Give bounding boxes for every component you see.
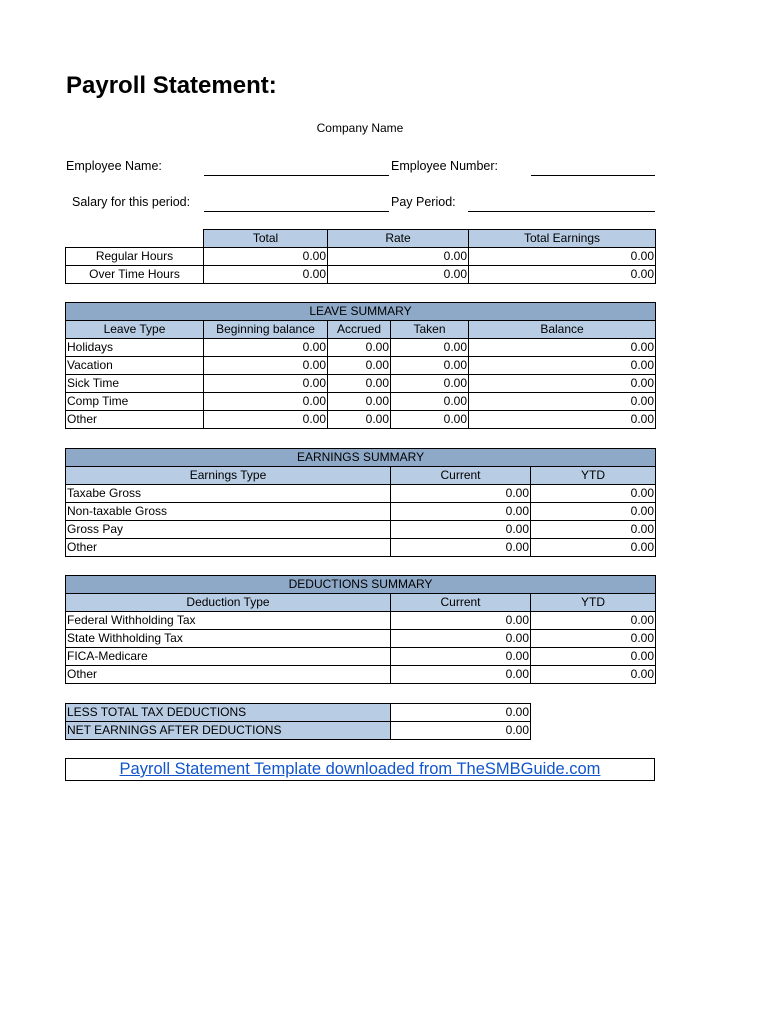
earnings-cell[interactable]: 0.00 (531, 539, 656, 557)
leave-cell[interactable]: 0.00 (328, 357, 391, 375)
footer-link[interactable]: Payroll Statement Template downloaded from TheSMBGuide.com (119, 760, 601, 778)
page-title: Payroll Statement: (66, 72, 277, 99)
leave-cell[interactable]: 0.00 (328, 393, 391, 411)
deduction-cell[interactable]: 0.00 (391, 648, 531, 666)
salary-field[interactable] (204, 195, 389, 212)
table-row (66, 539, 656, 557)
deduction-type: State Withholding Tax (66, 630, 391, 648)
hours-table (65, 229, 656, 284)
deductions-summary-table (65, 575, 656, 684)
deduction-cell[interactable]: 0.00 (531, 630, 656, 648)
leave-cell[interactable]: 0.00 (469, 411, 656, 429)
leave-header-type: Leave Type (66, 321, 204, 339)
earnings-cell[interactable]: 0.00 (391, 521, 531, 539)
leave-cell[interactable]: 0.00 (204, 339, 328, 357)
leave-cell[interactable]: 0.00 (391, 357, 469, 375)
hours-header-rate: Rate (328, 230, 469, 248)
leave-cell[interactable]: 0.00 (204, 393, 328, 411)
earnings-header-current: Current (391, 467, 531, 485)
hours-cell[interactable]: 0.00 (204, 266, 328, 284)
leave-header-beginning: Beginning balance (204, 321, 328, 339)
employee-number-field[interactable] (531, 159, 655, 176)
deduction-cell[interactable]: 0.00 (391, 666, 531, 684)
leave-cell[interactable]: 0.00 (204, 411, 328, 429)
earnings-summary-table (65, 448, 656, 557)
table-row (66, 248, 656, 266)
less-total-tax-value[interactable]: 0.00 (391, 704, 531, 722)
deductions-header-current: Current (391, 594, 531, 612)
employee-name-label: Employee Name: (66, 159, 162, 173)
company-name: Company Name (316, 121, 404, 135)
table-row (66, 630, 656, 648)
hours-header-earnings: Total Earnings (469, 230, 656, 248)
leave-cell[interactable]: 0.00 (391, 393, 469, 411)
leave-header-accrued: Accrued (328, 321, 391, 339)
footer-box (65, 758, 655, 781)
hours-cell[interactable]: 0.00 (328, 248, 469, 266)
leave-type: Other (66, 411, 204, 429)
deductions-header-ytd: YTD (531, 594, 656, 612)
earnings-type: Non-taxable Gross (66, 503, 391, 521)
leave-type: Sick Time (66, 375, 204, 393)
leave-cell[interactable]: 0.00 (391, 375, 469, 393)
table-row (66, 503, 656, 521)
pay-period-label: Pay Period: (391, 195, 456, 209)
table-row (66, 612, 656, 630)
leave-cell[interactable]: 0.00 (328, 375, 391, 393)
employee-name-field[interactable] (204, 159, 389, 176)
leave-cell[interactable]: 0.00 (328, 339, 391, 357)
leave-cell[interactable]: 0.00 (391, 411, 469, 429)
earnings-type: Other (66, 539, 391, 557)
leave-cell[interactable]: 0.00 (469, 339, 656, 357)
table-row (66, 722, 531, 740)
leave-cell[interactable]: 0.00 (391, 339, 469, 357)
hours-row-label: Over Time Hours (66, 266, 204, 284)
net-earnings-label: NET EARNINGS AFTER DEDUCTIONS (66, 722, 391, 740)
table-row (66, 485, 656, 503)
salary-label: Salary for this period: (72, 195, 191, 209)
earnings-cell[interactable]: 0.00 (391, 503, 531, 521)
deduction-cell[interactable]: 0.00 (531, 666, 656, 684)
deduction-type: Other (66, 666, 391, 684)
leave-cell[interactable]: 0.00 (469, 375, 656, 393)
hours-cell[interactable]: 0.00 (469, 248, 656, 266)
table-row (66, 357, 656, 375)
earnings-type: Gross Pay (66, 521, 391, 539)
employee-number-label: Employee Number: (391, 159, 498, 173)
deduction-cell[interactable]: 0.00 (531, 648, 656, 666)
pay-period-field[interactable] (468, 195, 655, 212)
earnings-type: Taxabe Gross (66, 485, 391, 503)
leave-header-taken: Taken (391, 321, 469, 339)
totals-table (65, 703, 531, 740)
earnings-header-type: Earnings Type (66, 467, 391, 485)
earnings-cell[interactable]: 0.00 (531, 485, 656, 503)
deduction-cell[interactable]: 0.00 (391, 612, 531, 630)
hours-cell[interactable]: 0.00 (469, 266, 656, 284)
leave-type: Comp Time (66, 393, 204, 411)
table-row (66, 521, 656, 539)
earnings-cell[interactable]: 0.00 (391, 485, 531, 503)
deduction-type: FICA-Medicare (66, 648, 391, 666)
leave-summary-title: LEAVE SUMMARY (66, 303, 656, 321)
table-row (66, 648, 656, 666)
net-earnings-value[interactable]: 0.00 (391, 722, 531, 740)
hours-header-total: Total (204, 230, 328, 248)
leave-summary-table (65, 302, 656, 429)
leave-cell[interactable]: 0.00 (328, 411, 391, 429)
earnings-header-ytd: YTD (531, 467, 656, 485)
table-row (66, 266, 656, 284)
deduction-cell[interactable]: 0.00 (391, 630, 531, 648)
earnings-cell[interactable]: 0.00 (531, 521, 656, 539)
table-row (66, 411, 656, 429)
hours-row-label: Regular Hours (66, 248, 204, 266)
table-row (66, 393, 656, 411)
leave-cell[interactable]: 0.00 (204, 375, 328, 393)
leave-header-balance: Balance (469, 321, 656, 339)
deductions-summary-title: DEDUCTIONS SUMMARY (66, 576, 656, 594)
leave-type: Vacation (66, 357, 204, 375)
earnings-cell[interactable]: 0.00 (391, 539, 531, 557)
deduction-cell[interactable]: 0.00 (531, 612, 656, 630)
table-row (66, 375, 656, 393)
hours-cell[interactable]: 0.00 (204, 248, 328, 266)
deduction-type: Federal Withholding Tax (66, 612, 391, 630)
hours-cell[interactable]: 0.00 (328, 266, 469, 284)
leave-cell[interactable]: 0.00 (204, 357, 328, 375)
table-row (66, 666, 656, 684)
table-row (66, 704, 531, 722)
earnings-summary-title: EARNINGS SUMMARY (66, 449, 656, 467)
table-row (66, 339, 656, 357)
less-total-tax-label: LESS TOTAL TAX DEDUCTIONS (66, 704, 391, 722)
earnings-cell[interactable]: 0.00 (531, 503, 656, 521)
leave-cell[interactable]: 0.00 (469, 393, 656, 411)
leave-type: Holidays (66, 339, 204, 357)
leave-cell[interactable]: 0.00 (469, 357, 656, 375)
deductions-header-type: Deduction Type (66, 594, 391, 612)
hours-header-row (66, 230, 656, 248)
